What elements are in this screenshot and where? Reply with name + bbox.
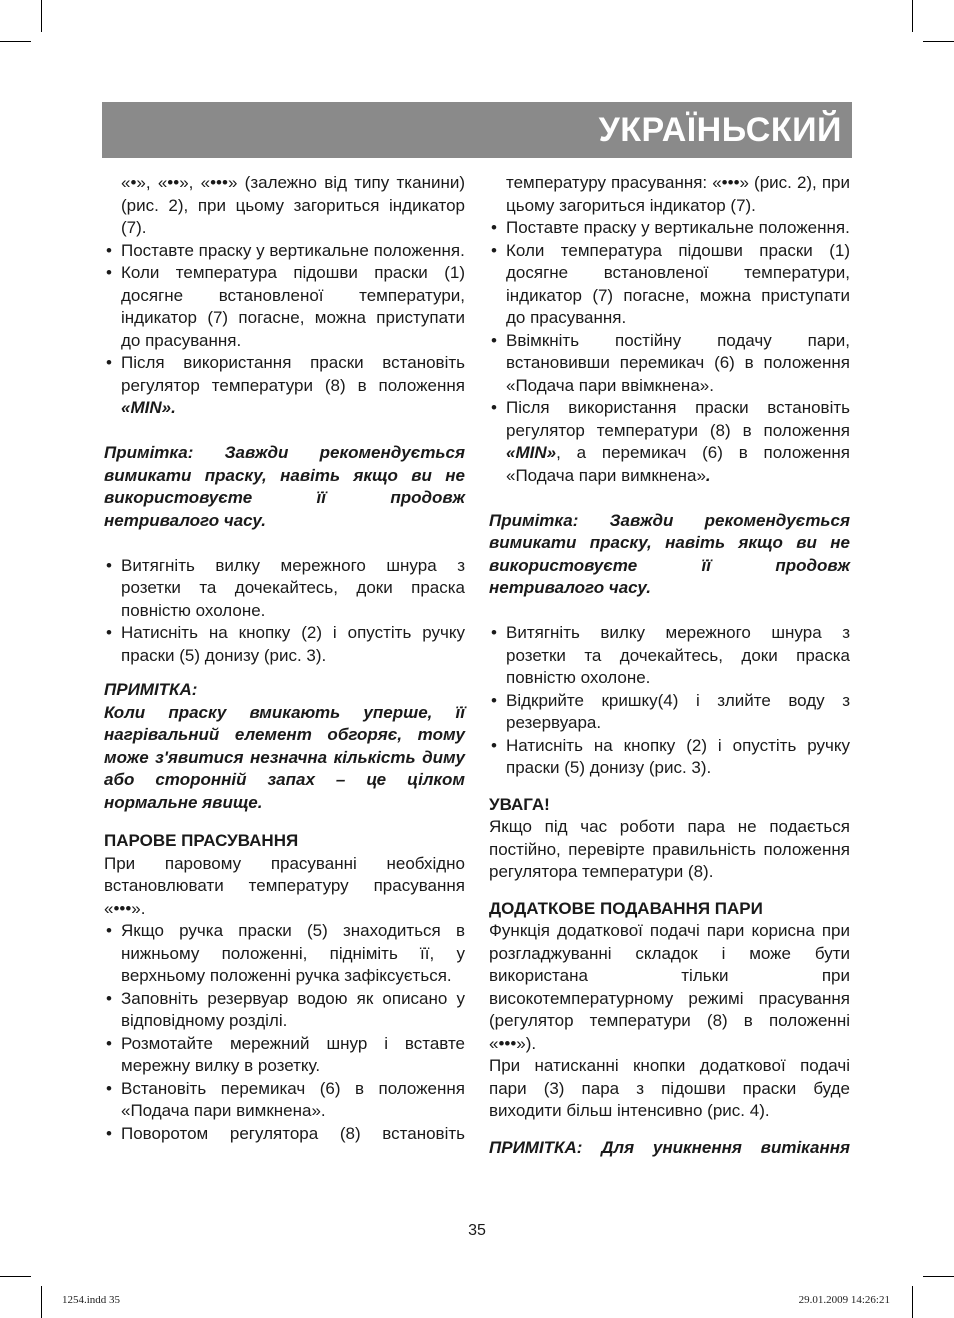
list-item: • Розмотайте мережний шнур і вставте мережну вилку в розетку. <box>106 1033 465 1075</box>
list-item: • Витягніть вилку мережного шнура з розетки та дочекайтесь, доки праска повністю охолоне. <box>491 623 850 687</box>
page-number: 35 <box>468 1222 486 1239</box>
crop-mark <box>41 0 42 32</box>
list-item: • Коли температура підошви праски (1) досягне встановленої температури, індикатор (7) погасне, можна приступати до прасування. <box>106 263 465 350</box>
list-item: • Витягніть вилку мережного шнура з розетки та дочекайтесь, доки праска повністю охолоне. <box>106 555 465 620</box>
crop-mark <box>0 41 31 42</box>
crop-mark <box>41 1286 42 1318</box>
list-item: • Поставте праску у вертикальне положення. <box>491 218 850 237</box>
section-heading: ПАРОВЕ ПРАСУВАННЯ <box>104 831 299 850</box>
list-item: • Встановіть перемикач (6) в положення «Подача пари вимкнена». <box>106 1078 465 1120</box>
note-paragraph: Примітка: Завжди рекомендується вимикати праску, навіть якщо ви не використовуєте її продовж нетривалого часу. <box>104 443 465 530</box>
section-heading: ДОДАТКОВЕ ПОДАВАННЯ ПАРИ <box>489 898 763 918</box>
crop-mark <box>912 0 913 32</box>
note-paragraph: Примітка: Завжди рекомендується вимикати праску, навіть якщо ви не використовуєте її продовж нетривалого часу. <box>489 510 850 597</box>
list-item: • Якщо ручка праски (5) знаходиться в нижньому положенні, підніміть її, у верхньому положенні ручка зафіксується. <box>106 921 465 985</box>
section-text: Функція додаткової подачі пари корисна при розгладжуванні складок і може бути використана тільки при високотемпературному режимі прасування (регулятор температури (8) в положенні «•••»). <box>489 921 850 1053</box>
note-paragraph: ПРИМІТКА: Для уникнення витікання <box>489 1137 850 1157</box>
language-title: УКРАЇНЬСКИЙ <box>598 111 842 149</box>
list-item: • Поставте праску у вертикальне положення. <box>106 240 465 260</box>
intro-text: «•», «••», «•••» (залежно від типу тканини) (рис. 2), при цьому загориться індикатор (7). <box>121 173 465 237</box>
list-item: • Натисніть на кнопку (2) і опустіть ручку праски (5) донизу (рис. 3). <box>491 735 850 777</box>
list-item: • Коли температура підошви праски (1) досягне встановленої температури, індикатор (7) погасне, можна приступати до прасування. <box>491 240 850 327</box>
crop-mark <box>0 1276 31 1277</box>
continued-text: температуру прасування: «•••» (рис. 2), при цьому загориться індикатор (7). <box>506 173 850 215</box>
note-title: ПРИМІТКА: <box>104 680 198 699</box>
list-item: • Після використання праски встановіть регулятор температури (8) в положення «MIN», а перемикач (6) в положення «Подача пари вимкнена». <box>491 398 850 485</box>
right-column <box>489 172 850 1159</box>
language-header-bar <box>102 102 852 158</box>
list-item: • Ввімкніть постійну подачу пари, встановивши перемикач (6) в положення «Подача пари ввімкнена». <box>491 330 850 395</box>
section-text: При натисканні кнопки додаткової подачі пари (3) пара з підошви праски буде виходити більш інтенсивно (рис. 4). <box>489 1056 850 1120</box>
list-item: • Натисніть на кнопку (2) і опустіть ручку праски (5) донизу (рис. 3). <box>106 623 465 665</box>
list-item: • Після використання праски встановіть регулятор температури (8) в положення «MIN». <box>106 353 465 417</box>
footer-file-label: 1254.indd 35 <box>62 1294 121 1306</box>
footer-date-label: 29.01.2009 14:26:21 <box>798 1294 890 1306</box>
crop-mark <box>923 1276 954 1277</box>
list-item: • Відкрийте кришку(4) і злийте воду з резервуара. <box>491 690 850 732</box>
list-item: • Заповніть резервуар водою як описано у відповідному розділі. <box>106 988 465 1030</box>
warning-text: Якщо під час роботи пара не подається постійно, перевірте правильність положення регулятора температури (8). <box>489 817 850 881</box>
left-column <box>104 172 465 1145</box>
warning-heading: УВАГА! <box>489 794 550 814</box>
list-item: • Поворотом регулятора (8) встановіть <box>106 1123 465 1143</box>
note-paragraph: Коли праску вмикають уперше, її нагрівальний елемент обгоряє, тому може з'явитися незначна кількість диму або сторонній запах – це цілком нормальне явище. <box>104 702 465 812</box>
crop-mark <box>923 41 954 42</box>
section-text: При паровому прасуванні необхідно встановлювати температуру прасування «•••». <box>104 853 465 918</box>
crop-mark <box>912 1286 913 1318</box>
